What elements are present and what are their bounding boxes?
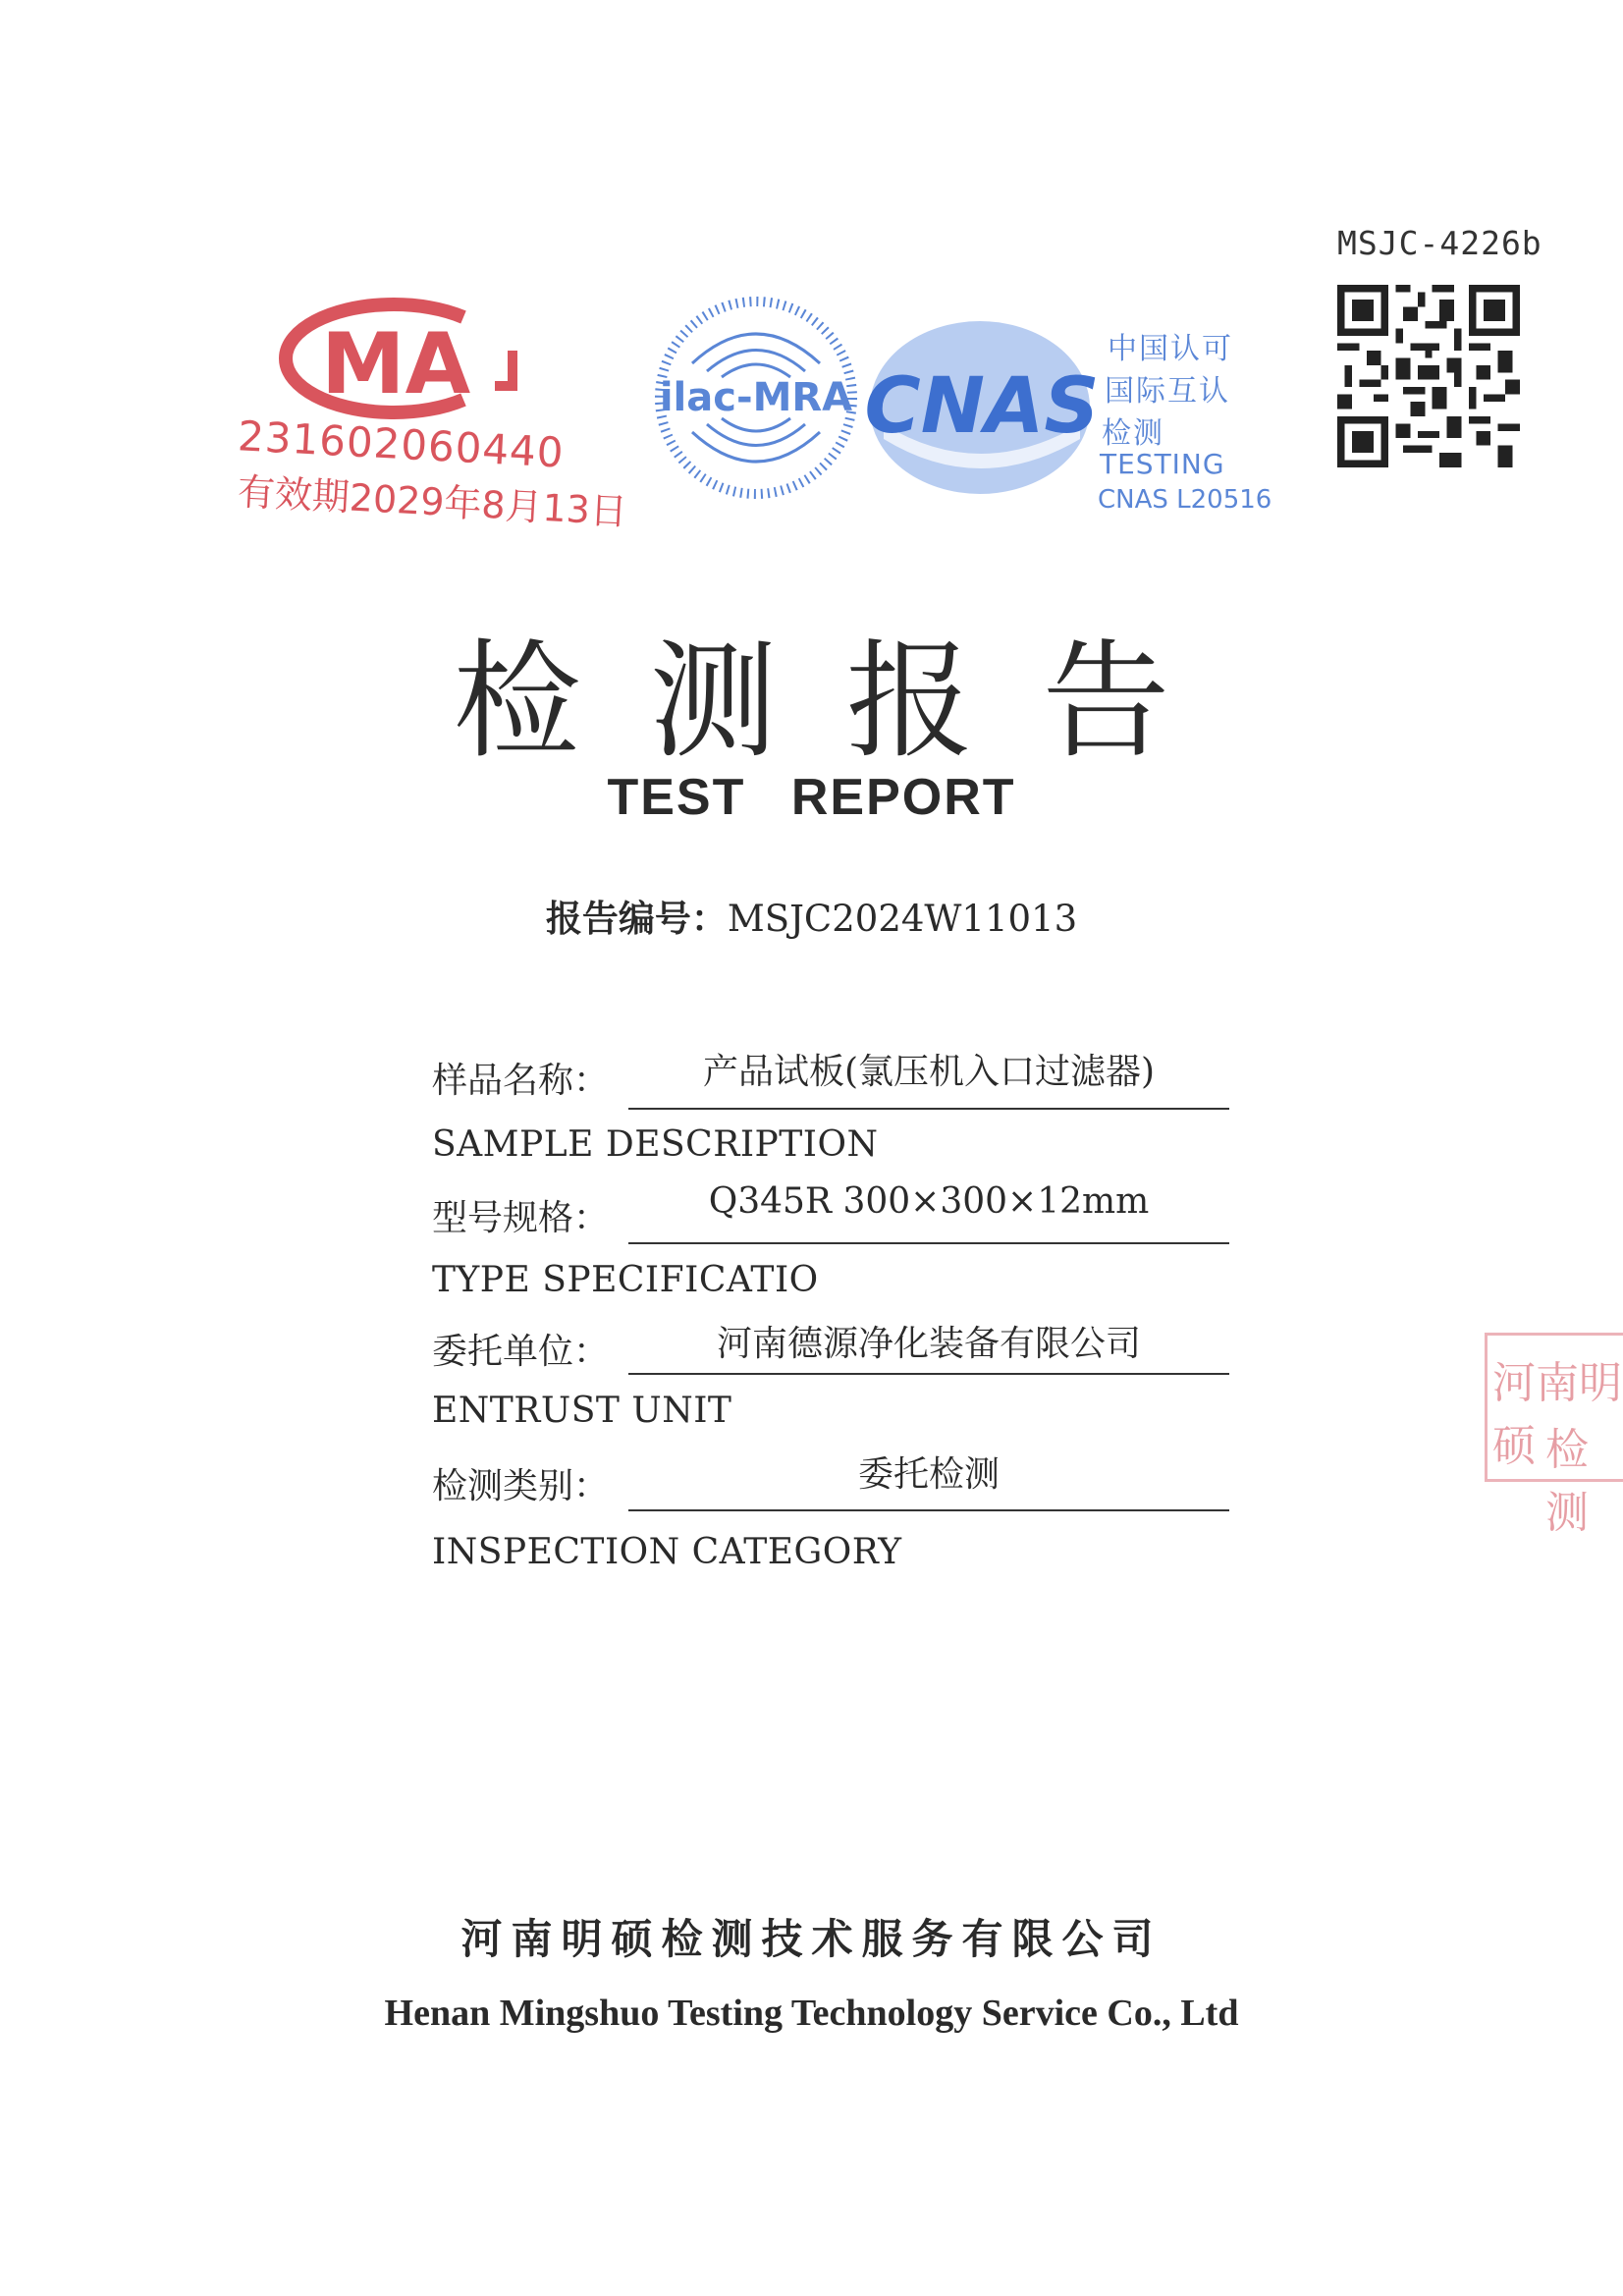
cnas-logo-icon bbox=[864, 316, 1109, 499]
inspection-category-label: 检测类别： bbox=[432, 1466, 610, 1506]
type-spec-value: Q345R 300×300×12mm bbox=[708, 1181, 1150, 1222]
inspection-category-underline bbox=[628, 1509, 1229, 1511]
report-number-label: 报告编号： bbox=[545, 897, 728, 940]
sample-name-value: 产品试板(氯压机入口过滤器) bbox=[702, 1052, 1156, 1092]
report-number bbox=[0, 889, 1623, 942]
cma-logo-icon bbox=[267, 290, 527, 427]
cnas-testing: TESTING bbox=[1100, 448, 1225, 480]
inspection-category-en-label: INSPECTION CATEGORY bbox=[432, 1532, 902, 1572]
company-name-chinese: 河南明硕检测技术服务有限公司 bbox=[460, 1915, 1163, 1963]
cma-validity: 有效期2029年8月13日 bbox=[236, 469, 628, 534]
sample-name-underline bbox=[628, 1108, 1229, 1110]
type-spec-label: 型号规格： bbox=[432, 1198, 610, 1238]
cma-number: 231602060440 bbox=[236, 411, 566, 477]
company-name-english: Henan Mingshuo Testing Technology Service Co., Ltd bbox=[384, 1993, 1239, 2034]
cnas-code: CNAS L20516 bbox=[1098, 485, 1272, 515]
title-chinese: 检测报告 bbox=[453, 627, 1239, 776]
entrust-unit-value: 河南德源净化装备有限公司 bbox=[716, 1324, 1141, 1364]
inspection-category-value: 委托检测 bbox=[857, 1454, 1000, 1495]
entrust-unit-underline bbox=[628, 1373, 1229, 1375]
cnas-cn-line3: 检测 bbox=[1102, 416, 1164, 451]
qr-code-icon bbox=[1337, 285, 1520, 467]
side-seal-text-2: 检测 bbox=[1545, 1425, 1589, 1538]
sample-description-label: SAMPLE DESCRIPTION bbox=[432, 1124, 879, 1165]
ilac-mra-logo-icon bbox=[653, 295, 859, 501]
entrust-unit-en-label: ENTRUST UNIT bbox=[432, 1391, 732, 1431]
side-seal-text-1: 河南明硕 bbox=[1492, 1358, 1622, 1471]
report-number-value: MSJC2024W11013 bbox=[727, 898, 1078, 940]
entrust-unit-label: 委托单位： bbox=[432, 1332, 610, 1372]
cma-logo-text: MA bbox=[321, 315, 471, 413]
cnas-text: CNAS bbox=[864, 362, 1100, 451]
type-spec-underline bbox=[628, 1242, 1229, 1244]
cnas-cn-line2: 国际互认 bbox=[1105, 374, 1230, 409]
type-specification-label: TYPE SPECIFICATIO bbox=[432, 1260, 819, 1300]
document-code: MSJC-4226b bbox=[1337, 224, 1542, 262]
cnas-cn-line1: 中国认可 bbox=[1108, 332, 1233, 366]
title-english: TEST REPORT bbox=[607, 769, 1016, 826]
ilac-text: ilac-MRA bbox=[659, 375, 853, 420]
sample-name-label: 样品名称： bbox=[432, 1061, 610, 1101]
